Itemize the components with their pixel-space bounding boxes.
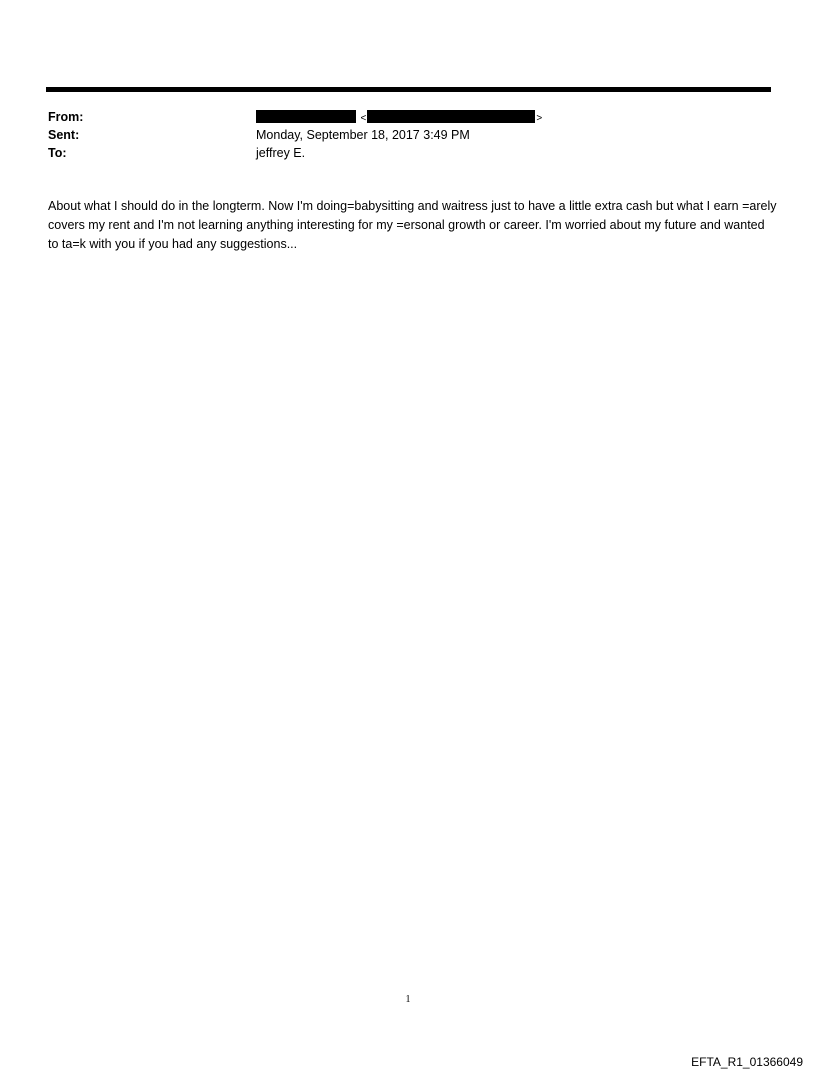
page-number: 1 bbox=[405, 994, 411, 1005]
from-value bbox=[256, 109, 543, 127]
to-value: jeffrey E. bbox=[256, 146, 306, 160]
sent-value: Monday, September 18, 2017 3:49 PM bbox=[256, 128, 470, 142]
from-label: From: bbox=[48, 110, 84, 124]
redacted-sender-name bbox=[256, 110, 356, 123]
bates-number: EFTA_R1_01366049 bbox=[691, 1055, 803, 1069]
from-open-bracket: < bbox=[360, 113, 367, 124]
sent-label: Sent: bbox=[48, 128, 80, 142]
to-label: To: bbox=[48, 146, 67, 160]
email-body: About what I should do in the longterm. Now I'm doing=babysitting and waitress just to have a little extra cash but what I earn =arely covers my rent and I'm not learning anything interesting for my =ersonal growth or career. I'm worried about my future and wanted to ta=k with you if you had any suggestions... bbox=[48, 199, 777, 251]
from-close-bracket: > bbox=[536, 113, 543, 124]
header-divider bbox=[46, 87, 771, 92]
redacted-sender-email bbox=[367, 110, 535, 123]
